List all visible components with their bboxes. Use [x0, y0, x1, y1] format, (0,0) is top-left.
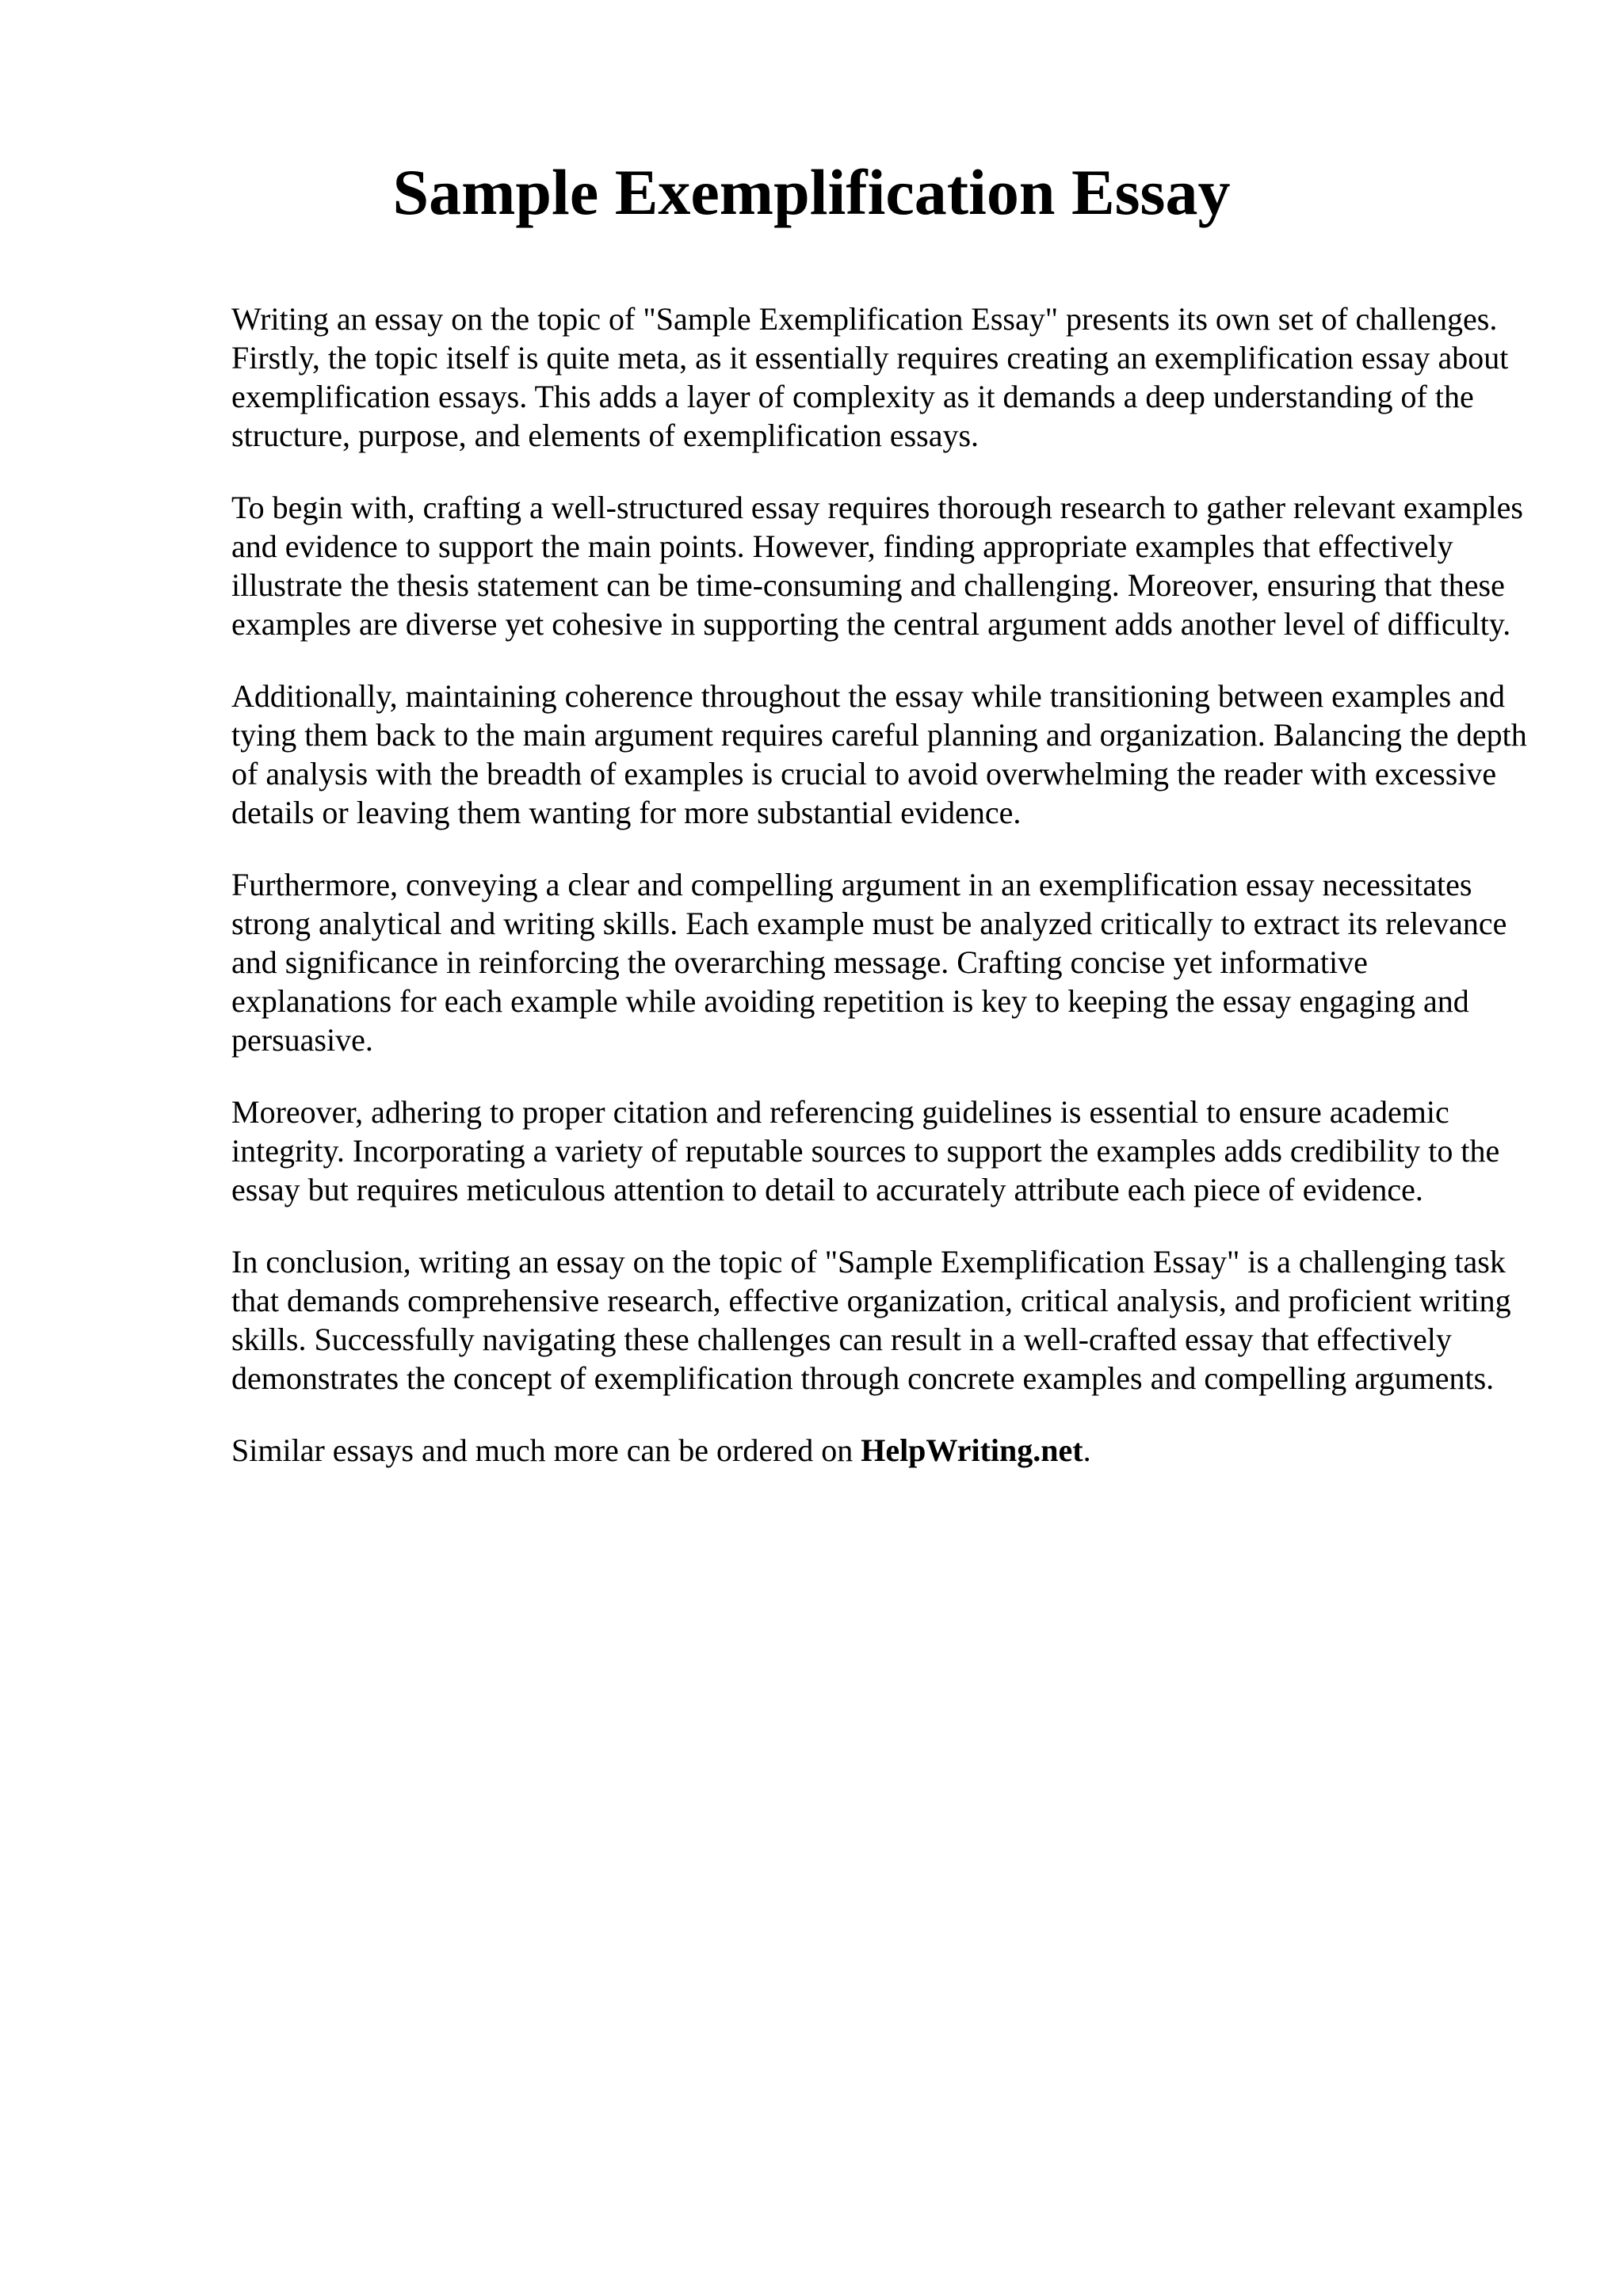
- paragraph-3: Additionally, maintaining coherence throughout the essay while transitioning between examples and tying them back to the main argument requires careful planning and organization. Balancing the depth of analysis with the breadth of examples is crucial to avoid overwhelming the reader with excessive details or leaving them wanting for more substantial evidence.: [231, 678, 1527, 830]
- footer-note: [231, 1431, 1531, 1470]
- essay-body: [231, 299, 1531, 1470]
- page-title: Sample Exemplification Essay: [392, 156, 1231, 228]
- footer-text: Similar essays and much more can be ordered on: [231, 1432, 854, 1468]
- paragraph-5: Moreover, adhering to proper citation and referencing guidelines is essential to ensure academic integrity. Incorporating a variety of reputable sources to support the examples adds credibility to the essay but requires meticulous attention to detail to accurately attribute each piece of evidence.: [231, 1094, 1500, 1207]
- paragraph-4: Furthermore, conveying a clear and compelling argument in an exemplification essay necessitates strong analytical and writing skills. Each example must be analyzed critically to extract its relevance and significance in reinforcing the overarching message. Crafting concise yet informative explanations for each example while avoiding repetition is key to keeping the essay engaging and persuasive.: [231, 867, 1507, 1058]
- helpwriting-link[interactable]: HelpWriting.net: [861, 1432, 1083, 1468]
- paragraph-1: Writing an essay on the topic of "Sample Exemplification Essay" presents its own set of challenges. Firstly, the topic itself is quite meta, as it essentially requires creating an exemplification essay about exemplification essays. This adds a layer of complexity as it demands a deep understanding of the structure, purpose, and elements of exemplification essays.: [231, 301, 1509, 453]
- paragraph-6: In conclusion, writing an essay on the topic of "Sample Exemplification Essay" is a challenging task that demands comprehensive research, effective organization, critical analysis, and proficient writing skills. Successfully navigating these challenges can result in a well-crafted essay that effectively demonstrates the concept of exemplification through concrete examples and compelling arguments.: [231, 1244, 1511, 1396]
- footer-period: .: [1083, 1432, 1091, 1468]
- paragraph-2: To begin with, crafting a well-structured essay requires thorough research to gather relevant examples and evidence to support the main points. However, finding appropriate examples that effectively illustrate the thesis statement can be time-consuming and challenging. Moreover, ensuring that these examples are diverse yet cohesive in supporting the central argument adds another level of difficulty.: [231, 490, 1523, 642]
